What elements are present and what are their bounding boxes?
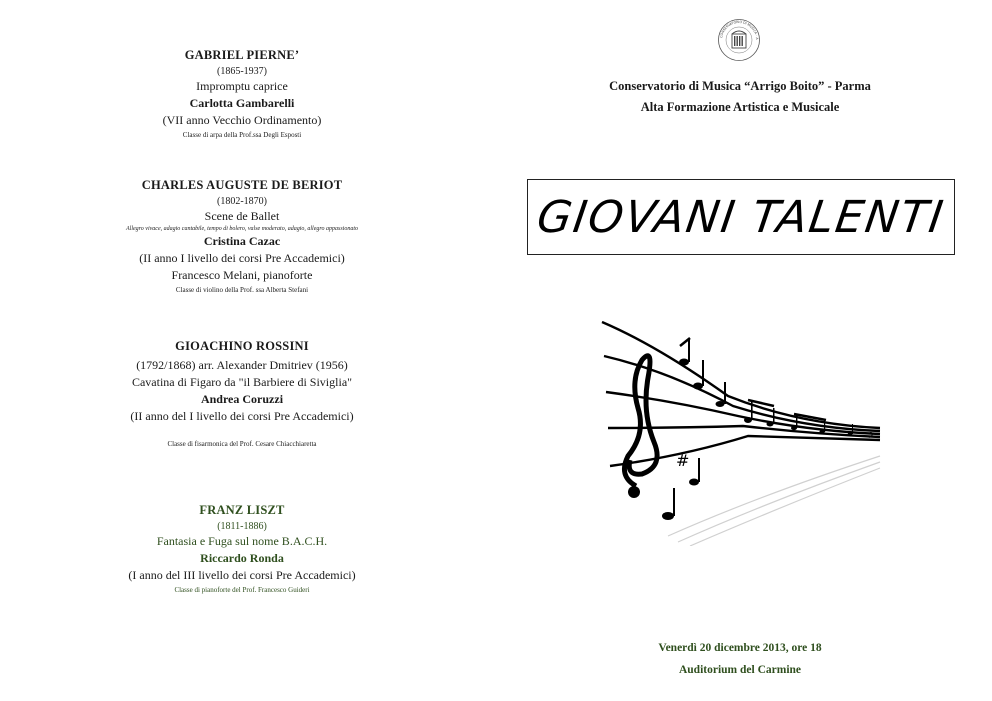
performer-name: Carlotta Gambarelli (189, 96, 295, 110)
composer-years: (1802-1870) (217, 196, 267, 207)
title-box (527, 179, 955, 255)
class-note: Classe di pianoforte del Prof. Francesco Guideri (174, 586, 310, 594)
institution-name: Conservatorio di Musica “Arrigo Boito” - Parma (609, 79, 871, 93)
composer-name: FRANZ LISZT (199, 503, 285, 517)
event-venue: Auditorium del Carmine (678, 664, 802, 676)
program-entry-beriot (90, 178, 394, 294)
performer-name: Andrea Coruzzi (200, 392, 284, 406)
program-entry-liszt (90, 503, 394, 594)
accompanist: Francesco Melani, pianoforte (171, 268, 313, 282)
logo-text: CONSERVATORIO DI MUSICA · A (719, 19, 760, 40)
performer-name: Riccardo Ronda (200, 551, 284, 565)
composer-name: GABRIEL PIERNE’ (184, 48, 300, 62)
composer-name: CHARLES AUGUSTE DE BERIOT (141, 178, 343, 192)
composer-years: (1865-1937) (217, 66, 267, 77)
performer-level: (II anno del I livello dei corsi Pre Accademici) (130, 409, 354, 423)
class-note: Classe di arpa della Prof.ssa Degli Esposti (182, 131, 302, 139)
institution-subtitle: Alta Formazione Artistica e Musicale (640, 100, 840, 114)
performer-level: (II anno I livello dei corsi Pre Accademici) (139, 251, 345, 265)
conservatory-logo-icon (717, 18, 761, 62)
event-date: Venerdì 20 dicembre 2013, ore 18 (658, 642, 822, 654)
piece-title: Impromptu caprice (196, 79, 288, 93)
svg-text:#: # (676, 451, 690, 470)
svg-text:𝄢: 𝄢 (868, 432, 875, 443)
piece-title: Cavatina di Figaro da "il Barbiere di Siviglia" (131, 375, 353, 389)
concert-title: GIOVANI TALENTI (533, 191, 948, 243)
composer-years: (1811-1886) (217, 521, 267, 532)
class-note: Classe di fisarmonica del Prof. Cesare Chiacchiaretta (167, 440, 317, 448)
piece-title: Scene de Ballet (204, 209, 280, 223)
composer-name: GIOACHINO ROSSINI (175, 339, 309, 353)
performer-level: (I anno del III livello dei corsi Pre Accademici) (128, 568, 356, 582)
class-note: Classe di violino della Prof. ssa Alberta Stefani (175, 286, 309, 294)
performer-level: (VII anno Vecchio Ordinamento) (162, 113, 322, 127)
piece-title: Fantasia e Fuga sul nome B.A.C.H. (156, 534, 328, 548)
program-entry-rossini (90, 339, 394, 448)
svg-text:CONSERVATORIO DI MUSICA · ARRI (717, 18, 759, 41)
program-entry-pierne (90, 48, 394, 139)
piece-movements: Allegro vivace, adagio cantabile, tempo di bolero, valse moderato, adagio, allegro appassionato (126, 226, 358, 232)
composer-years: (1792/1868) arr. Alexander Dmitriev (1956) (136, 358, 348, 372)
performer-name: Cristina Cazac (203, 234, 281, 248)
music-staff-illustration-icon (598, 316, 886, 546)
